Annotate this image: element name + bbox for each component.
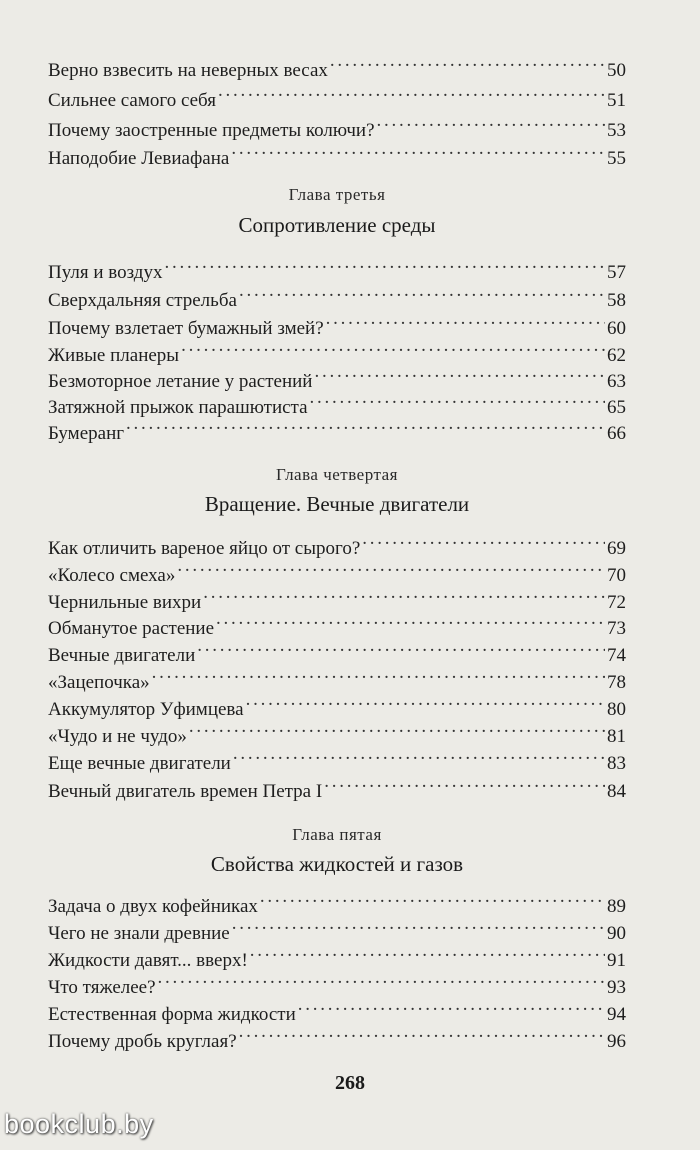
chapter-label: Глава третья — [288, 185, 386, 204]
leader-dots — [239, 276, 605, 306]
toc-entry-page: 74 — [607, 645, 626, 666]
leader-dots — [377, 106, 605, 136]
leader-dots — [246, 685, 605, 715]
toc-entry — [48, 712, 626, 747]
toc-entry-page: 65 — [607, 397, 626, 418]
toc-entry-title: Вечные двигатели — [48, 645, 196, 666]
toc-entry-title: Пуля и воздух — [48, 262, 163, 283]
toc-entry-page: 94 — [607, 1004, 626, 1025]
toc-entry-page: 90 — [607, 923, 626, 944]
toc-entry — [48, 882, 626, 917]
toc-entry — [48, 276, 626, 311]
toc-entry-page: 73 — [607, 618, 626, 639]
toc-entry-page: 89 — [607, 896, 626, 917]
toc-entry — [48, 76, 626, 111]
leader-dots — [324, 767, 605, 797]
chapter-title: Вращение. Вечные двигатели — [204, 492, 470, 516]
toc-entry-page: 69 — [607, 538, 626, 559]
leader-dots — [189, 712, 605, 742]
toc-entry-page: 55 — [607, 148, 626, 169]
chapter-label: Глава пятая — [292, 825, 382, 844]
toc-entry-title: Аккумулятор Уфимцева — [48, 699, 244, 720]
chapter-title: Сопротивление среды — [238, 213, 436, 237]
toc-entry-title: Как отличить вареное яйцо от сырого? — [48, 538, 361, 559]
leader-dots — [232, 909, 605, 939]
toc-entry — [48, 134, 626, 169]
leader-dots — [152, 658, 605, 688]
toc-entry-page: 51 — [607, 90, 626, 111]
toc-entry-page: 84 — [607, 781, 626, 802]
leader-dots — [260, 882, 605, 912]
toc-entry-title: «Чудо и не чудо» — [48, 726, 187, 747]
toc-entry — [48, 46, 626, 81]
toc-entry-title: Сильнее самого себя — [48, 90, 216, 111]
toc-entry-title: Бумеранг — [48, 423, 125, 444]
toc-entry-title: «Колесо смеха» — [48, 565, 176, 586]
toc-entry — [48, 248, 626, 283]
toc-entry-title: Почему дробь круглая? — [48, 1031, 237, 1052]
toc-entry — [48, 304, 626, 339]
toc-entry-page: 93 — [607, 977, 626, 998]
toc-entry — [48, 909, 626, 944]
toc-entry-title: «Зацепочка» — [48, 672, 150, 693]
toc-entry — [48, 524, 626, 559]
chapter-label: Глава четвертая — [276, 465, 398, 484]
toc-entry-page: 62 — [607, 345, 626, 366]
toc-entry — [48, 990, 626, 1025]
toc-entry-title: Почему заостренные предметы колючи? — [48, 120, 375, 141]
toc-entry — [48, 936, 626, 971]
toc-entry-title: Верно взвесить на неверных весах — [48, 60, 328, 81]
toc-entry-page: 63 — [607, 371, 626, 392]
toc-entry — [48, 409, 626, 444]
leader-dots — [233, 739, 605, 769]
toc-entry-title: Еще вечные двигатели — [48, 753, 231, 774]
leader-dots — [362, 524, 605, 554]
leader-dots — [197, 631, 605, 661]
leader-dots — [164, 248, 605, 278]
leader-dots — [231, 134, 605, 164]
toc-entry — [48, 767, 626, 802]
toc-entry — [48, 631, 626, 666]
leader-dots — [250, 936, 605, 966]
toc-entry-title: Задача о двух кофейниках — [48, 896, 258, 917]
leader-dots — [218, 76, 605, 106]
toc-entry-title: Естественная форма жидкости — [48, 1004, 296, 1025]
toc-entry — [48, 685, 626, 720]
leader-dots — [326, 304, 605, 334]
toc-entry-page: 66 — [607, 423, 626, 444]
toc-entry-title: Сверхдальняя стрельба — [48, 290, 237, 311]
toc-entry-page: 70 — [607, 565, 626, 586]
toc-entry-title: Затяжной прыжок парашютиста — [48, 397, 308, 418]
toc-entry-page: 80 — [607, 699, 626, 720]
toc-entry-page: 91 — [607, 950, 626, 971]
toc-entry — [48, 106, 626, 141]
toc-entry-title: Чернильные вихри — [48, 592, 202, 613]
toc-entry-title: Почему взлетает бумажный змей? — [48, 318, 324, 339]
toc-entry-page: 96 — [607, 1031, 626, 1052]
toc-entry — [48, 604, 626, 639]
toc-entry — [48, 658, 626, 693]
toc-entry-title: Наподобие Левиафана — [48, 148, 230, 169]
toc-entry — [48, 739, 626, 774]
leader-dots — [158, 963, 605, 993]
toc-entry-title: Жидкости давят... вверх! — [48, 950, 248, 971]
leader-dots — [216, 604, 605, 634]
leader-dots — [126, 409, 605, 439]
toc-entry — [48, 551, 626, 586]
leader-dots — [298, 990, 605, 1020]
toc-entry-title: Вечный двигатель времен Петра I — [48, 781, 323, 802]
toc-entry-page: 58 — [607, 290, 626, 311]
toc-entry — [48, 1017, 626, 1052]
toc-entry-title: Чего не знали древние — [48, 923, 230, 944]
toc-entry-title: Безмоторное летание у растений — [48, 371, 313, 392]
toc-entry-title: Обманутое растение — [48, 618, 215, 639]
page-number: 268 — [335, 1072, 365, 1094]
toc-entry-page: 60 — [607, 318, 626, 339]
toc-entry-page: 78 — [607, 672, 626, 693]
leader-dots — [239, 1017, 605, 1047]
toc-entry-page: 81 — [607, 726, 626, 747]
chapter-title: Свойства жидкостей и газов — [210, 852, 464, 876]
toc-entry-page: 83 — [607, 753, 626, 774]
toc-entry-page: 50 — [607, 60, 626, 81]
toc-entry-title: Что тяжелее? — [48, 977, 156, 998]
toc-entry — [48, 963, 626, 998]
toc-entry-title: Живые планеры — [48, 345, 180, 366]
watermark-logo: bookclub.by — [4, 1109, 154, 1139]
toc-entry-page: 53 — [607, 120, 626, 141]
leader-dots — [330, 46, 605, 76]
toc-entry-page: 72 — [607, 592, 626, 613]
leader-dots — [177, 551, 605, 581]
toc-entry-page: 57 — [607, 262, 626, 283]
